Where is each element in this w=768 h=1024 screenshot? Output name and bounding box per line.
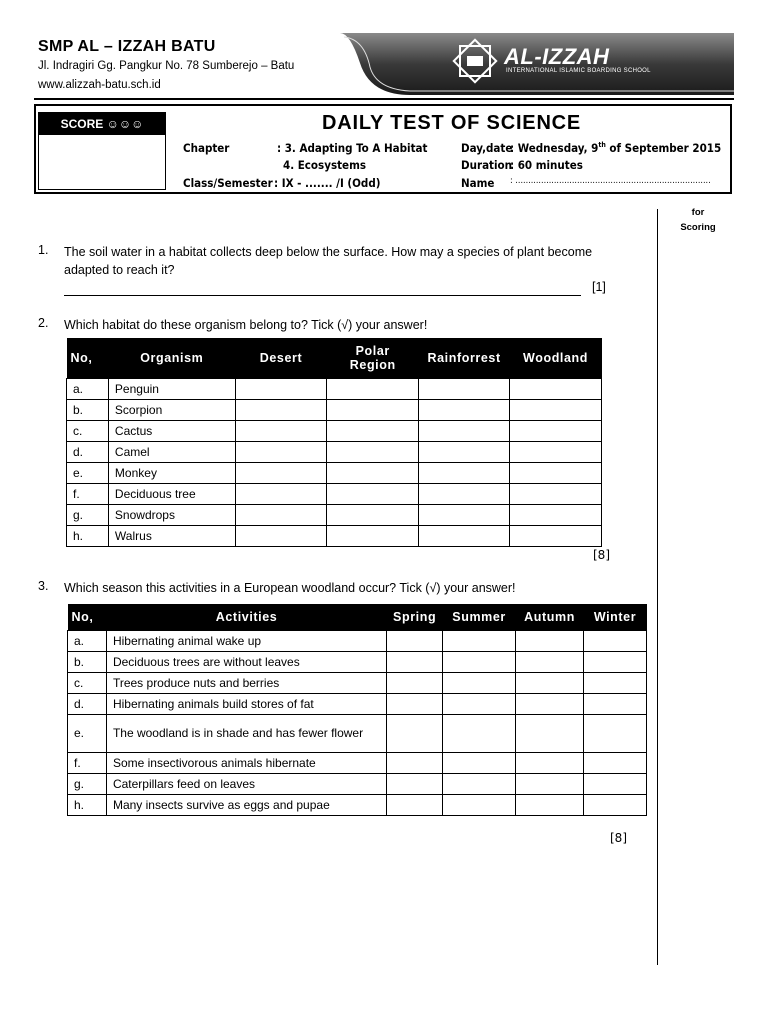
table-row: [67, 504, 602, 525]
tick-cell[interactable]: [419, 378, 510, 399]
tick-cell[interactable]: [235, 441, 327, 462]
tick-cell[interactable]: [443, 672, 516, 693]
tick-cell[interactable]: [327, 504, 419, 525]
duration-value: : 60 minutes: [510, 158, 583, 172]
tick-cell[interactable]: [235, 399, 327, 420]
habitat-table: [66, 338, 602, 547]
tick-cell[interactable]: [584, 651, 647, 672]
table-row: [68, 752, 647, 773]
column-header: No,: [67, 338, 109, 378]
column-header: Autumn: [516, 604, 584, 630]
row-number: g.: [67, 504, 109, 525]
column-header: Activities: [106, 604, 386, 630]
brand-name: AL-IZZAH: [504, 44, 610, 69]
tick-cell[interactable]: [510, 504, 602, 525]
chapter-value: : 3. Adapting To A Habitat: [277, 141, 428, 155]
table-row: [68, 714, 647, 752]
tick-cell[interactable]: [516, 630, 584, 651]
q2-mark: [8]: [593, 548, 610, 562]
q1-mark: [1]: [592, 280, 606, 294]
table-row: [67, 462, 602, 483]
row-number: b.: [68, 651, 107, 672]
q1-answer-line[interactable]: [64, 295, 581, 296]
table-row: [67, 525, 602, 546]
row-label: Snowdrops: [108, 504, 235, 525]
tick-cell[interactable]: [510, 483, 602, 504]
row-number: f.: [68, 752, 107, 773]
tick-cell[interactable]: [327, 399, 419, 420]
tick-cell[interactable]: [443, 630, 516, 651]
row-number: a.: [68, 630, 107, 651]
tick-cell[interactable]: [387, 672, 443, 693]
tick-cell[interactable]: [327, 462, 419, 483]
tick-cell[interactable]: [387, 630, 443, 651]
tick-cell[interactable]: [419, 420, 510, 441]
table-row: [67, 378, 602, 399]
class-value: : IX - ....... /I (Odd): [274, 176, 381, 190]
tick-cell[interactable]: [510, 399, 602, 420]
tick-cell[interactable]: [510, 420, 602, 441]
tick-cell[interactable]: [443, 752, 516, 773]
row-label: Walrus: [108, 525, 235, 546]
row-label: Trees produce nuts and berries: [106, 672, 386, 693]
tick-cell[interactable]: [235, 378, 327, 399]
row-label: Scorpion: [108, 399, 235, 420]
row-number: d.: [67, 441, 109, 462]
q2-text: Which habitat do these organism belong to? Tick (√) your answer!: [64, 318, 428, 332]
tick-cell[interactable]: [510, 378, 602, 399]
q3-number: 3.: [38, 579, 49, 593]
table-row: [67, 483, 602, 504]
name-label: Name: [461, 176, 495, 190]
column-header: Woodland: [510, 338, 602, 378]
tick-cell[interactable]: [516, 651, 584, 672]
tick-cell[interactable]: [510, 525, 602, 546]
tick-cell[interactable]: [516, 672, 584, 693]
table-row: [67, 399, 602, 420]
tick-cell[interactable]: [443, 651, 516, 672]
tick-cell[interactable]: [419, 525, 510, 546]
tick-cell[interactable]: [419, 399, 510, 420]
tick-cell[interactable]: [443, 773, 516, 794]
header-divider: [34, 98, 734, 100]
tick-cell[interactable]: [387, 651, 443, 672]
row-number: e.: [68, 714, 107, 752]
row-label: Deciduous tree: [108, 483, 235, 504]
tick-cell[interactable]: [387, 714, 443, 752]
column-header: Spring: [387, 604, 443, 630]
tick-cell[interactable]: [584, 672, 647, 693]
tick-cell[interactable]: [584, 794, 647, 815]
tick-cell[interactable]: [235, 462, 327, 483]
row-label: Cactus: [108, 420, 235, 441]
table-row: [68, 693, 647, 714]
scoring-label: for Scoring: [680, 207, 716, 233]
column-header: Desert: [235, 338, 327, 378]
q1-number: 1.: [38, 243, 49, 257]
day-value: : Wednesday, 9th of September 2015: [510, 141, 722, 155]
row-label: Hibernating animals build stores of fat: [106, 693, 386, 714]
row-number: h.: [67, 525, 109, 546]
scoring-column-divider: [657, 209, 658, 965]
tick-cell[interactable]: [387, 794, 443, 815]
column-header: Summer: [443, 604, 516, 630]
column-header: Polar Region: [327, 338, 419, 378]
duration-label: Duration: [461, 158, 513, 172]
table-row: [68, 794, 647, 815]
row-number: g.: [68, 773, 107, 794]
tick-cell[interactable]: [443, 693, 516, 714]
school-logo-icon: [454, 40, 496, 82]
row-label: Monkey: [108, 462, 235, 483]
tick-cell[interactable]: [584, 752, 647, 773]
class-label: Class/Semester: [183, 176, 273, 190]
row-number: d.: [68, 693, 107, 714]
row-number: a.: [67, 378, 109, 399]
table-row: [67, 420, 602, 441]
season-table: [67, 604, 647, 816]
tick-cell[interactable]: [235, 504, 327, 525]
tick-cell[interactable]: [443, 714, 516, 752]
row-number: b.: [67, 399, 109, 420]
tick-cell[interactable]: [516, 693, 584, 714]
column-header: Rainforrest: [419, 338, 510, 378]
row-number: c.: [67, 420, 109, 441]
q1-text-line1: The soil water in a habitat collects deep below the surface. How may a species of plant become: [64, 245, 593, 259]
tick-cell[interactable]: [584, 773, 647, 794]
tick-cell[interactable]: [419, 462, 510, 483]
tick-cell[interactable]: [235, 525, 327, 546]
row-number: c.: [68, 672, 107, 693]
tick-cell[interactable]: [327, 525, 419, 546]
score-label: SCORE ☺☺☺: [39, 113, 165, 135]
column-header: Organism: [108, 338, 235, 378]
tick-cell[interactable]: [584, 714, 647, 752]
table-row: [68, 651, 647, 672]
chapter-value-2: 4. Ecosystems: [283, 158, 367, 172]
tick-cell[interactable]: [419, 483, 510, 504]
season-table-header: [68, 604, 647, 630]
tick-cell[interactable]: [510, 441, 602, 462]
row-number: f.: [67, 483, 109, 504]
test-title: DAILY TEST OF SCIENCE: [322, 112, 582, 134]
row-label: Some insectivorous animals hibernate: [106, 752, 386, 773]
tick-cell[interactable]: [443, 794, 516, 815]
row-label: Deciduous trees are without leaves: [106, 651, 386, 672]
row-label: The woodland is in shade and has fewer flower: [106, 714, 386, 752]
tick-cell[interactable]: [419, 504, 510, 525]
tick-cell[interactable]: [584, 630, 647, 651]
tick-cell[interactable]: [235, 420, 327, 441]
row-label: Many insects survive as eggs and pupae: [106, 794, 386, 815]
row-label: Caterpillars feed on leaves: [106, 773, 386, 794]
brand-subtitle: INTERNATIONAL ISLAMIC BOARDING SCHOOL: [506, 68, 651, 74]
tick-cell[interactable]: [387, 693, 443, 714]
tick-cell[interactable]: [419, 441, 510, 462]
tick-cell[interactable]: [327, 378, 419, 399]
row-number: e.: [67, 462, 109, 483]
school-website: www.alizzah-batu.sch.id: [38, 79, 161, 91]
tick-cell[interactable]: [235, 483, 327, 504]
q3-mark: [8]: [610, 831, 627, 845]
tick-cell[interactable]: [516, 773, 584, 794]
table-row: [67, 441, 602, 462]
name-field[interactable]: : ............................................................................: [510, 176, 711, 186]
tick-cell[interactable]: [327, 483, 419, 504]
school-name: SMP AL – IZZAH BATU: [38, 38, 216, 55]
tick-cell[interactable]: [516, 752, 584, 773]
school-address: Jl. Indragiri Gg. Pangkur No. 78 Sumberejo – Batu: [38, 60, 295, 72]
table-row: [68, 672, 647, 693]
habitat-table-header: [67, 338, 602, 378]
row-label: Penguin: [108, 378, 235, 399]
q1-text-line2: adapted to reach it?: [64, 263, 175, 277]
q2-number: 2.: [38, 316, 49, 330]
table-row: [68, 773, 647, 794]
column-header: Winter: [584, 604, 647, 630]
table-row: [68, 630, 647, 651]
tick-cell[interactable]: [387, 773, 443, 794]
row-label: Hibernating animal wake up: [106, 630, 386, 651]
tick-cell[interactable]: [516, 794, 584, 815]
tick-cell[interactable]: [584, 693, 647, 714]
column-header: No,: [68, 604, 107, 630]
row-number: h.: [68, 794, 107, 815]
row-label: Camel: [108, 441, 235, 462]
day-label: Day,date: [461, 141, 513, 155]
tick-cell[interactable]: [387, 752, 443, 773]
tick-cell[interactable]: [327, 441, 419, 462]
tick-cell[interactable]: [510, 462, 602, 483]
tick-cell[interactable]: [516, 714, 584, 752]
chapter-label: Chapter: [183, 141, 230, 155]
tick-cell[interactable]: [327, 420, 419, 441]
q3-text: Which season this activities in a European woodland occur? Tick (√) your answer!: [64, 581, 516, 595]
